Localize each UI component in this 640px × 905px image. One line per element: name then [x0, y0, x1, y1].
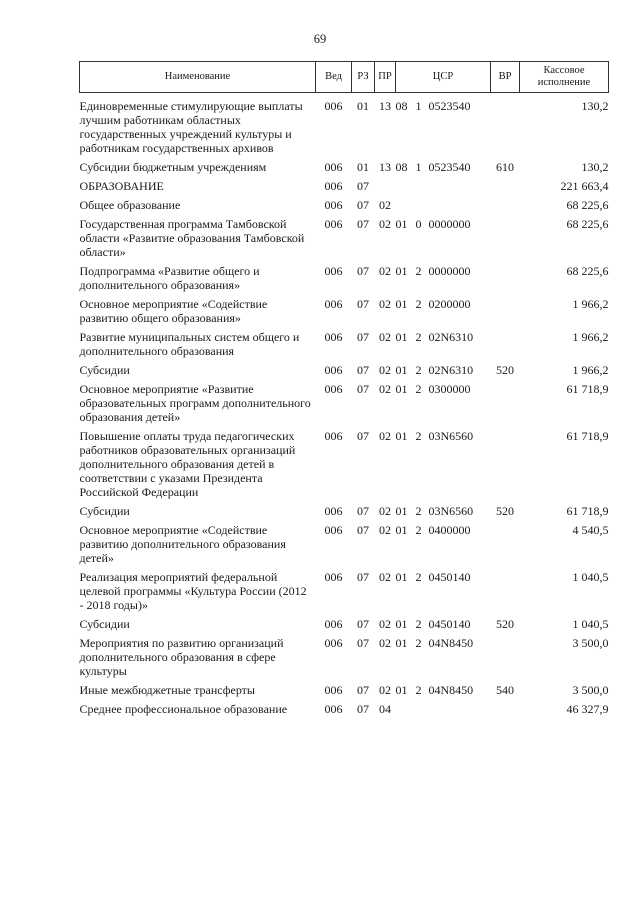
table-row [80, 330, 609, 363]
table-row [80, 179, 609, 198]
csr-part: 04 [428, 683, 441, 697]
cell-csr [396, 198, 491, 217]
cell-rz: 07 [357, 636, 369, 650]
cell-vr: 520 [496, 617, 514, 631]
header-name: Наименование [80, 62, 316, 93]
cell-rz: 07 [357, 264, 369, 278]
csr-part: 00000 [440, 382, 471, 396]
cell-csr [396, 617, 491, 636]
table-row [80, 382, 609, 429]
cell-sum: 1 966,2 [572, 330, 609, 344]
csr-part: 01 [395, 330, 408, 344]
cell-pr: 02 [379, 429, 391, 443]
cell-name: Повышение оплаты труда педагогических работников образовательных организаций дополнительного образования детей в соответствии с указами Президента Российской Федерации [79, 429, 296, 499]
cell-csr [396, 382, 491, 429]
csr-part: 2 [415, 504, 422, 518]
cell-ved: 006 [324, 683, 343, 697]
cell-csr [396, 702, 491, 721]
csr-part: 00 [428, 217, 441, 231]
cell-ved: 006 [324, 504, 343, 518]
cell-csr [396, 683, 491, 702]
cell-name: Государственная программа Тамбовской области «Развитие образования Тамбовской области» [79, 217, 305, 259]
cell-vr: 520 [496, 504, 514, 518]
cell-sum: 61 718,9 [566, 504, 609, 518]
table-row [80, 617, 609, 636]
csr-part: 1 [415, 99, 422, 113]
cell-pr: 13 [379, 160, 391, 174]
csr-part: 2 [415, 617, 422, 631]
cell-rz: 07 [357, 429, 369, 443]
csr-part: 01 [395, 297, 408, 311]
csr-part: 2 [415, 363, 422, 377]
cell-name: Среднее профессиональное образование [79, 702, 288, 716]
cell-ved: 006 [324, 570, 343, 584]
cell-csr [396, 179, 491, 198]
csr-part: 03 [428, 429, 441, 443]
csr-part: 0 [415, 217, 422, 231]
csr-part: 02 [428, 330, 441, 344]
csr-part: 01 [395, 429, 408, 443]
csr-part: 2 [415, 570, 422, 584]
cell-sum: 68 225,6 [566, 198, 609, 212]
cell-vr [491, 636, 520, 683]
cell-ved: 006 [324, 617, 343, 631]
cell-rz: 07 [357, 217, 369, 231]
cell-sum: 61 718,9 [566, 382, 609, 396]
cell-ved: 006 [324, 264, 343, 278]
csr-part: 01 [395, 636, 408, 650]
cell-ved: 006 [324, 179, 343, 193]
cell-vr [491, 330, 520, 363]
csr-part: 1 [415, 160, 422, 174]
cell-pr: 02 [379, 570, 391, 584]
csr-part: 23540 [440, 160, 471, 174]
cell-name: Единовременные стимулирующие выплаты лучшим работникам областных государственных учреждений культуры и работникам государственных архивов [79, 99, 303, 155]
csr-part: 01 [395, 683, 408, 697]
csr-part: 05 [428, 99, 441, 113]
cell-sum: 68 225,6 [566, 264, 609, 278]
csr-part: N6560 [440, 429, 474, 443]
csr-part: 2 [415, 523, 422, 537]
cell-csr [396, 264, 491, 297]
table-row [80, 570, 609, 617]
cell-vr [491, 264, 520, 297]
header-csr: ЦСР [396, 62, 491, 93]
csr-part: 08 [395, 99, 408, 113]
cell-csr [396, 330, 491, 363]
csr-part: 00000 [440, 297, 471, 311]
cell-vr [491, 429, 520, 504]
table-row [80, 198, 609, 217]
cell-sum: 3 500,0 [572, 636, 609, 650]
cell-csr [396, 570, 491, 617]
csr-part: 2 [415, 382, 422, 396]
table-row [80, 93, 609, 161]
csr-part: 00000 [440, 217, 471, 231]
csr-part: 08 [395, 160, 408, 174]
cell-csr [396, 504, 491, 523]
cell-ved: 006 [324, 99, 343, 113]
cell-rz: 07 [357, 297, 369, 311]
csr-part: 04 [428, 617, 441, 631]
cell-csr [396, 429, 491, 504]
cell-ved: 006 [324, 297, 343, 311]
cell-name: Субсидии [79, 363, 130, 377]
cell-csr [396, 297, 491, 330]
cell-vr [491, 702, 520, 721]
csr-part: 2 [415, 429, 422, 443]
table-header [80, 62, 609, 93]
csr-part: N6310 [440, 363, 474, 377]
cell-pr: 02 [379, 617, 391, 631]
cell-rz: 07 [357, 683, 369, 697]
cell-csr [396, 217, 491, 264]
header-pr: ПР [375, 62, 396, 93]
page-number: 69 [313, 32, 327, 46]
table-row [80, 702, 609, 721]
cell-csr [396, 363, 491, 382]
table-row [80, 363, 609, 382]
csr-part: 02 [428, 363, 441, 377]
cell-ved: 006 [324, 160, 343, 174]
csr-part: 50140 [440, 570, 471, 584]
cell-vr [491, 93, 520, 161]
cell-sum: 46 327,9 [566, 702, 609, 716]
cell-pr: 02 [379, 382, 391, 396]
csr-part: 01 [395, 363, 408, 377]
table-row [80, 429, 609, 504]
csr-part: 00 [428, 264, 441, 278]
cell-pr: 02 [379, 683, 391, 697]
budget-table [79, 61, 609, 721]
cell-sum: 1 040,5 [572, 617, 609, 631]
cell-pr: 02 [379, 217, 391, 231]
table-row [80, 217, 609, 264]
cell-pr: 02 [379, 363, 391, 377]
cell-ved: 006 [324, 429, 343, 443]
cell-ved: 006 [324, 198, 343, 212]
csr-part: 01 [395, 504, 408, 518]
csr-part: 01 [395, 570, 408, 584]
table-row [80, 683, 609, 702]
csr-part: 04 [428, 523, 441, 537]
cell-pr: 02 [379, 330, 391, 344]
cell-ved: 006 [324, 363, 343, 377]
table-row [80, 297, 609, 330]
header-sum: Кассовое исполнение [520, 62, 609, 93]
cell-vr: 540 [496, 683, 514, 697]
table-row [80, 523, 609, 570]
cell-rz: 07 [357, 617, 369, 631]
cell-rz: 07 [357, 198, 369, 212]
cell-csr [396, 93, 491, 161]
csr-part: N8450 [440, 636, 474, 650]
csr-part: 23540 [440, 99, 471, 113]
cell-csr [396, 523, 491, 570]
cell-rz: 07 [357, 382, 369, 396]
cell-sum: 221 663,4 [560, 179, 609, 193]
csr-part: 2 [415, 330, 422, 344]
csr-part: 03 [428, 382, 441, 396]
cell-name: Реализация мероприятий федеральной целевой программы «Культура России (2012 - 2018 годы)» [79, 570, 307, 612]
cell-name: Общее образование [79, 198, 181, 212]
cell-sum: 130,2 [581, 99, 609, 113]
cell-pr: 02 [379, 297, 391, 311]
cell-name: Основное мероприятие «Содействие развитию дополнительного образования детей» [79, 523, 286, 565]
table-row [80, 264, 609, 297]
cell-sum: 130,2 [581, 160, 609, 174]
cell-pr: 02 [379, 198, 391, 212]
cell-sum: 1 966,2 [572, 363, 609, 377]
cell-rz: 07 [357, 523, 369, 537]
csr-part: 03 [428, 504, 441, 518]
csr-part: 2 [415, 297, 422, 311]
table-body [80, 93, 609, 722]
cell-name: Иные межбюджетные трансферты [79, 683, 255, 697]
cell-name: Основное мероприятие «Развитие образовательных программ дополнительного образования детей» [79, 382, 311, 424]
cell-name: Мероприятия по развитию организаций дополнительного образования в сфере культуры [79, 636, 284, 678]
csr-part: 01 [395, 217, 408, 231]
cell-name: Субсидии [79, 504, 130, 518]
cell-vr: 610 [496, 160, 514, 174]
cell-sum: 1 040,5 [572, 570, 609, 584]
cell-vr [491, 382, 520, 429]
cell-sum: 68 225,6 [566, 217, 609, 231]
cell-csr [396, 636, 491, 683]
cell-sum: 4 540,5 [572, 523, 609, 537]
cell-ved: 006 [324, 217, 343, 231]
cell-vr [491, 179, 520, 198]
cell-pr: 04 [379, 702, 391, 716]
cell-name: Развитие муниципальных систем общего и дополнительного образования [79, 330, 300, 358]
csr-part: 2 [415, 264, 422, 278]
header-vr: ВР [491, 62, 520, 93]
cell-sum: 61 718,9 [566, 429, 609, 443]
csr-part: 00000 [440, 264, 471, 278]
cell-pr: 02 [379, 504, 391, 518]
csr-part: 01 [395, 382, 408, 396]
csr-part: 50140 [440, 617, 471, 631]
cell-rz: 07 [357, 504, 369, 518]
csr-part: 01 [395, 523, 408, 537]
cell-rz: 07 [357, 702, 369, 716]
cell-pr: 13 [379, 99, 391, 113]
table-row [80, 160, 609, 179]
cell-rz: 07 [357, 330, 369, 344]
cell-csr [396, 160, 491, 179]
cell-pr [375, 179, 396, 198]
csr-part: 02 [428, 297, 441, 311]
cell-pr: 02 [379, 636, 391, 650]
cell-pr: 02 [379, 523, 391, 537]
cell-name: ОБРАЗОВАНИЕ [79, 179, 164, 193]
csr-part: N8450 [440, 683, 474, 697]
csr-part: 05 [428, 160, 441, 174]
cell-name: Субсидии бюджетным учреждениям [79, 160, 267, 174]
cell-ved: 006 [324, 330, 343, 344]
cell-rz: 07 [357, 179, 369, 193]
cell-ved: 006 [324, 702, 343, 716]
header-ved: Вед [316, 62, 352, 93]
cell-sum: 3 500,0 [572, 683, 609, 697]
cell-rz: 01 [357, 99, 369, 113]
cell-ved: 006 [324, 382, 343, 396]
cell-name: Основное мероприятие «Содействие развитию общего образования» [79, 297, 268, 325]
cell-pr: 02 [379, 264, 391, 278]
csr-part: 04 [428, 636, 441, 650]
cell-rz: 07 [357, 570, 369, 584]
csr-part: 2 [415, 683, 422, 697]
cell-ved: 006 [324, 523, 343, 537]
cell-vr [491, 570, 520, 617]
csr-part: 00000 [440, 523, 471, 537]
cell-vr [491, 217, 520, 264]
cell-sum: 1 966,2 [572, 297, 609, 311]
cell-vr: 520 [496, 363, 514, 377]
cell-vr [491, 297, 520, 330]
csr-part: 01 [395, 264, 408, 278]
table-row [80, 636, 609, 683]
cell-vr [491, 523, 520, 570]
cell-rz: 07 [357, 363, 369, 377]
csr-part: N6560 [440, 504, 474, 518]
cell-name: Субсидии [79, 617, 130, 631]
cell-name: Подпрограмма «Развитие общего и дополнительного образования» [79, 264, 260, 292]
cell-vr [491, 198, 520, 217]
csr-part: 2 [415, 636, 422, 650]
csr-part: N6310 [440, 330, 474, 344]
header-rz: РЗ [352, 62, 375, 93]
cell-ved: 006 [324, 636, 343, 650]
table-row [80, 504, 609, 523]
csr-part: 04 [428, 570, 441, 584]
csr-part: 01 [395, 617, 408, 631]
cell-rz: 01 [357, 160, 369, 174]
